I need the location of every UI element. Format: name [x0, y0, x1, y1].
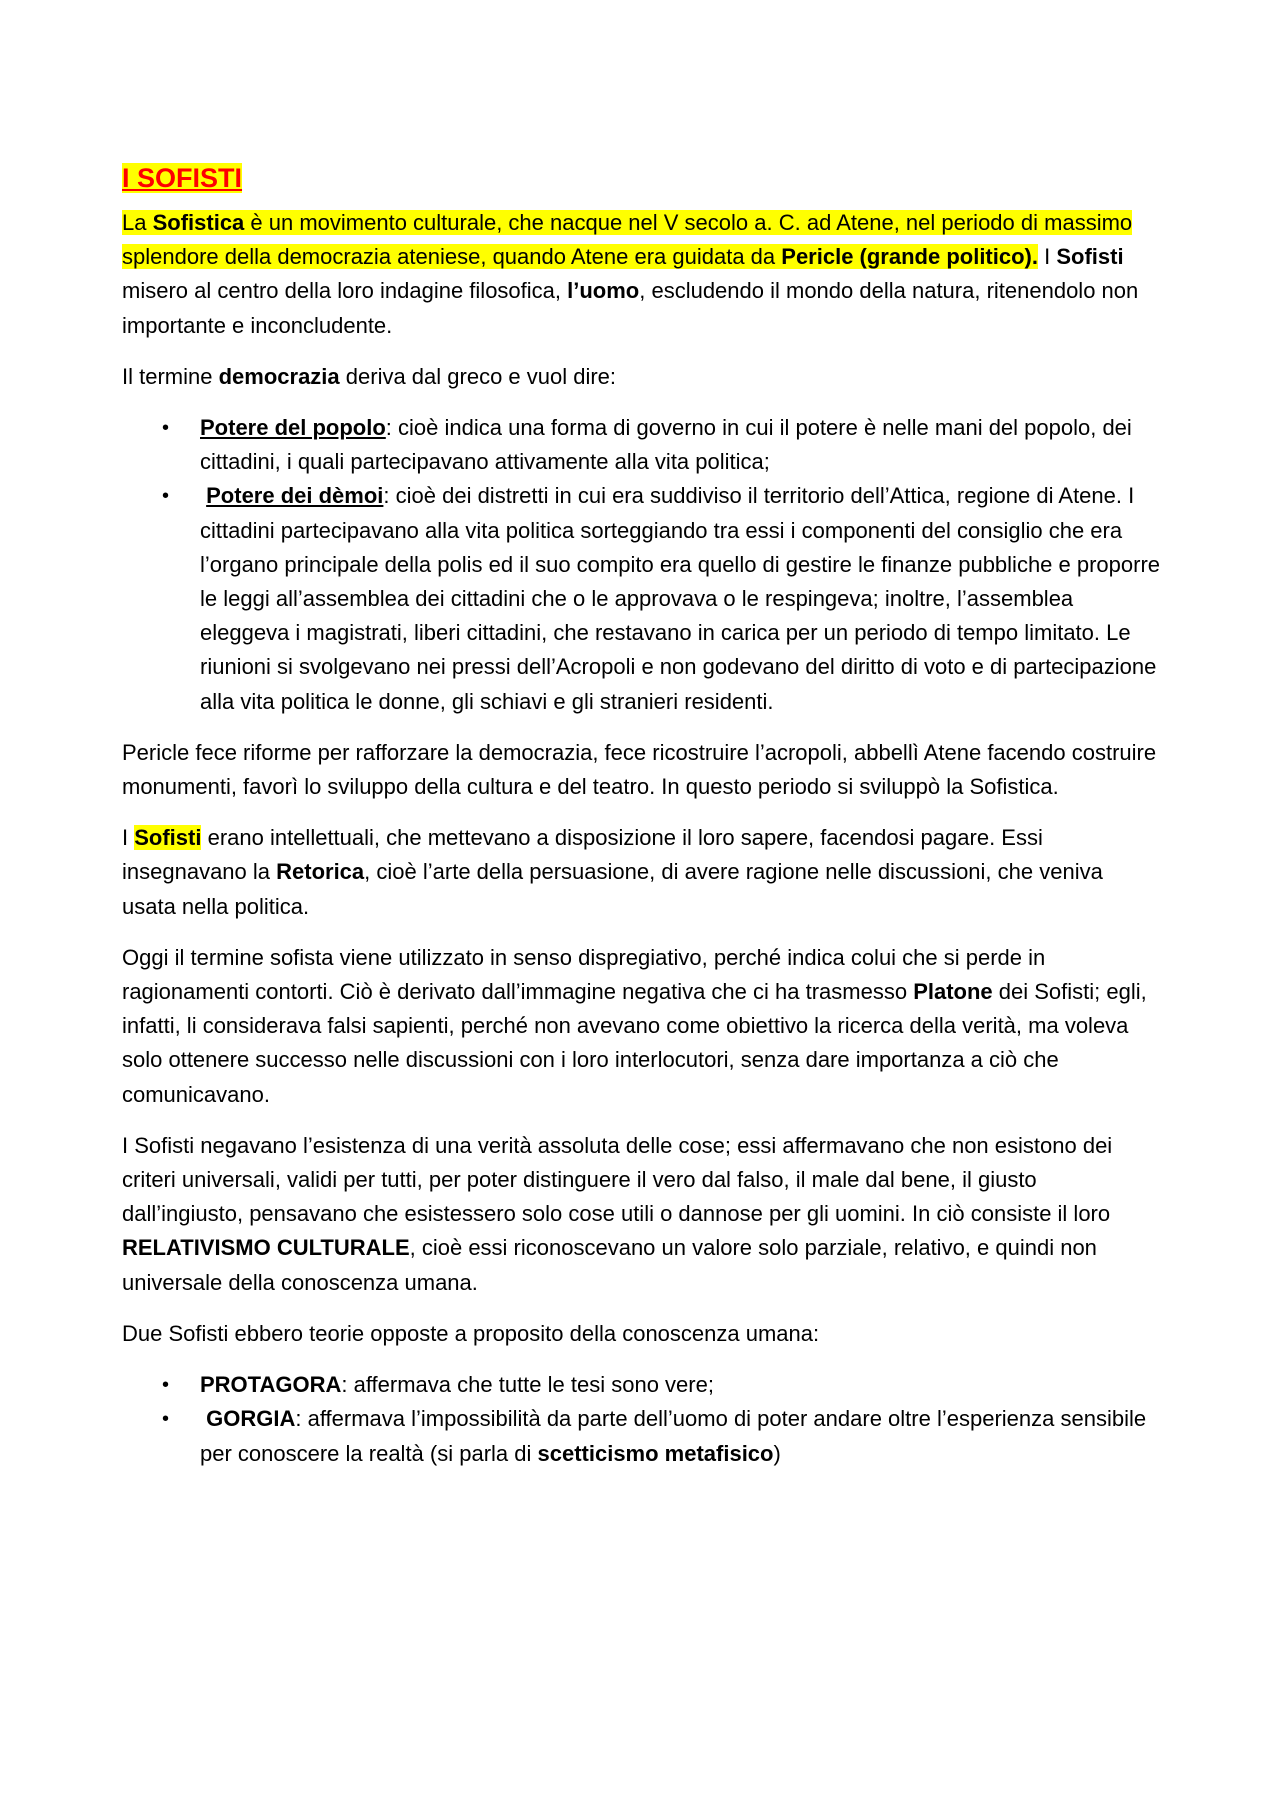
text-span: I [1037, 244, 1057, 270]
text-span: è un movimento culturale, che nacque nel V secolo a. C. ad Atene, nel periodo di massimo splendore della democrazia ateniese, quando Atene era guidata da [122, 210, 1133, 270]
bullet-icon: • [162, 485, 170, 508]
bullet-list-sofisti [122, 1368, 1162, 1471]
document-title [122, 160, 1162, 196]
list-item-text: : cioè indica una forma di governo in cui il potere è nelle mani del popolo, dei cittadini, i quali partecipavano attivamente alla vita politica; [200, 415, 1132, 475]
bullet-icon: • [162, 417, 170, 440]
intro-highlight [122, 210, 1132, 269]
text-span: erano intellettuali, che mettevano a disposizione il loro sapere, facendosi pagare. Essi insegnavano la [122, 825, 1043, 885]
list-item-term: Potere dei dèmoi [206, 483, 384, 509]
text-span: , cioè l’arte della persuasione, di avere ragione nelle discussioni, che veniva usata nella politica. [122, 859, 1103, 919]
bold-term-democrazia: democrazia [218, 363, 340, 389]
bold-term-retorica: Retorica [276, 859, 365, 885]
bold-term-pericle: Pericle (grande politico). [781, 244, 1038, 270]
bold-term-sofisti: Sofisti [1056, 244, 1124, 270]
paragraph-due-sofisti: Due Sofisti ebbero teorie opposte a proposito della conoscenza umana: [122, 1320, 820, 1346]
text-span: I Sofisti negavano l’esistenza di una verità assoluta delle cose; essi affermavano che non esistono dei criteri universali, validi per tutti, per poter distinguere il vero dal falso, il male dal bene, il giusto dall’ingiusto, pensavano che esistessero solo cose utili o dannose per gli uomini. In ciò consiste il loro [122, 1132, 1113, 1227]
text-span: dei Sofisti; egli, infatti, li considerava falsi sapienti, perché non avevano come obiettivo la ricerca della verità, ma voleva solo ottenere successo nelle discussioni con i loro interlocutori, senza dare importanza a ciò che comunicavano. [122, 979, 1147, 1107]
bullet-icon: • [162, 1408, 170, 1431]
bold-term-sofisti-highlight: Sofisti [134, 825, 202, 851]
paragraph-intro [122, 206, 1162, 343]
list-item-text: : cioè dei distretti in cui era suddiviso il territorio dell’Attica, regione di Atene. I cittadini partecipavano alla vita politica sorteggiando tra essi i componenti del consiglio che era l’organo principale della polis ed il suo compito era quello di gestire le finanze pubbliche e proporre le leggi all’assemblea dei cittadini che o le approvava o le respingeva; inoltre, l’assemblea eleggeva i magistrati, liberi cittadini, che restavano in carica per un periodo di tempo limitato. Le riunioni si svolgevano nei pressi dell’Acropoli e non godevano del diritto di voto e di partecipazione alla vita politica le donne, gli schiavi e gli stranieri residenti. [200, 483, 1161, 714]
title-text: I SOFISTI [122, 163, 243, 193]
list-item [122, 1402, 1162, 1470]
text-span: deriva dal greco e vuol dire: [339, 363, 617, 389]
text-span: , cioè essi riconoscevano un valore solo parziale, relativo, e quindi non universale della conoscenza umana. [122, 1235, 1097, 1295]
document-page [122, 160, 1162, 1488]
list-item [122, 1368, 1162, 1402]
bold-term-platone: Platone [913, 979, 993, 1005]
list-item-text: : affermava che tutte le tesi sono vere; [341, 1372, 714, 1398]
paragraph-oggi [122, 941, 1162, 1112]
bold-term-sofistica: Sofistica [152, 210, 245, 235]
paragraph-pericle: Pericle fece riforme per rafforzare la democrazia, fece ricostruire l’acropoli, abbellì Atene facendo costruire monumenti, favorì lo sviluppo della cultura e del teatro. In questo periodo si sviluppò la Sofistica. [122, 739, 1157, 800]
bold-term-scetticismo: scetticismo metafisico [537, 1440, 774, 1466]
bold-term-uomo: l’uomo [567, 278, 640, 304]
list-item-term: PROTAGORA [200, 1372, 342, 1398]
text-span: , escludendo il mondo della natura, ritenendolo non importante e inconcludente. [122, 278, 1139, 338]
list-item-text: : affermava l’impossibilità da parte dell’uomo di poter andare oltre l’esperienza sensibile per conoscere la realtà (si parla di [200, 1406, 1147, 1466]
text-span: misero al centro della loro indagine filosofica, [122, 278, 568, 304]
text-span: Il termine [122, 363, 219, 389]
list-item-term: Potere del popolo [200, 415, 386, 441]
bullet-icon: • [162, 1374, 170, 1397]
text-span: I [122, 825, 135, 851]
list-item-text: ) [773, 1440, 781, 1466]
paragraph-democrazia [122, 360, 1162, 394]
bold-term-relativismo: RELATIVISMO CULTURALE [122, 1235, 410, 1261]
paragraph-relativismo [122, 1129, 1162, 1300]
text-span: Oggi il termine sofista viene utilizzato in senso dispregiativo, perché indica colui che si perde in ragionamenti contorti. Ciò è derivato dall’immagine negativa che ci ha trasmesso [122, 944, 1046, 1005]
list-item-term: GORGIA [206, 1406, 296, 1432]
text-span: La [122, 210, 153, 235]
bullet-list-democrazia [122, 411, 1162, 719]
list-item [122, 479, 1162, 718]
list-item [122, 411, 1162, 479]
paragraph-sofisti [122, 821, 1162, 924]
